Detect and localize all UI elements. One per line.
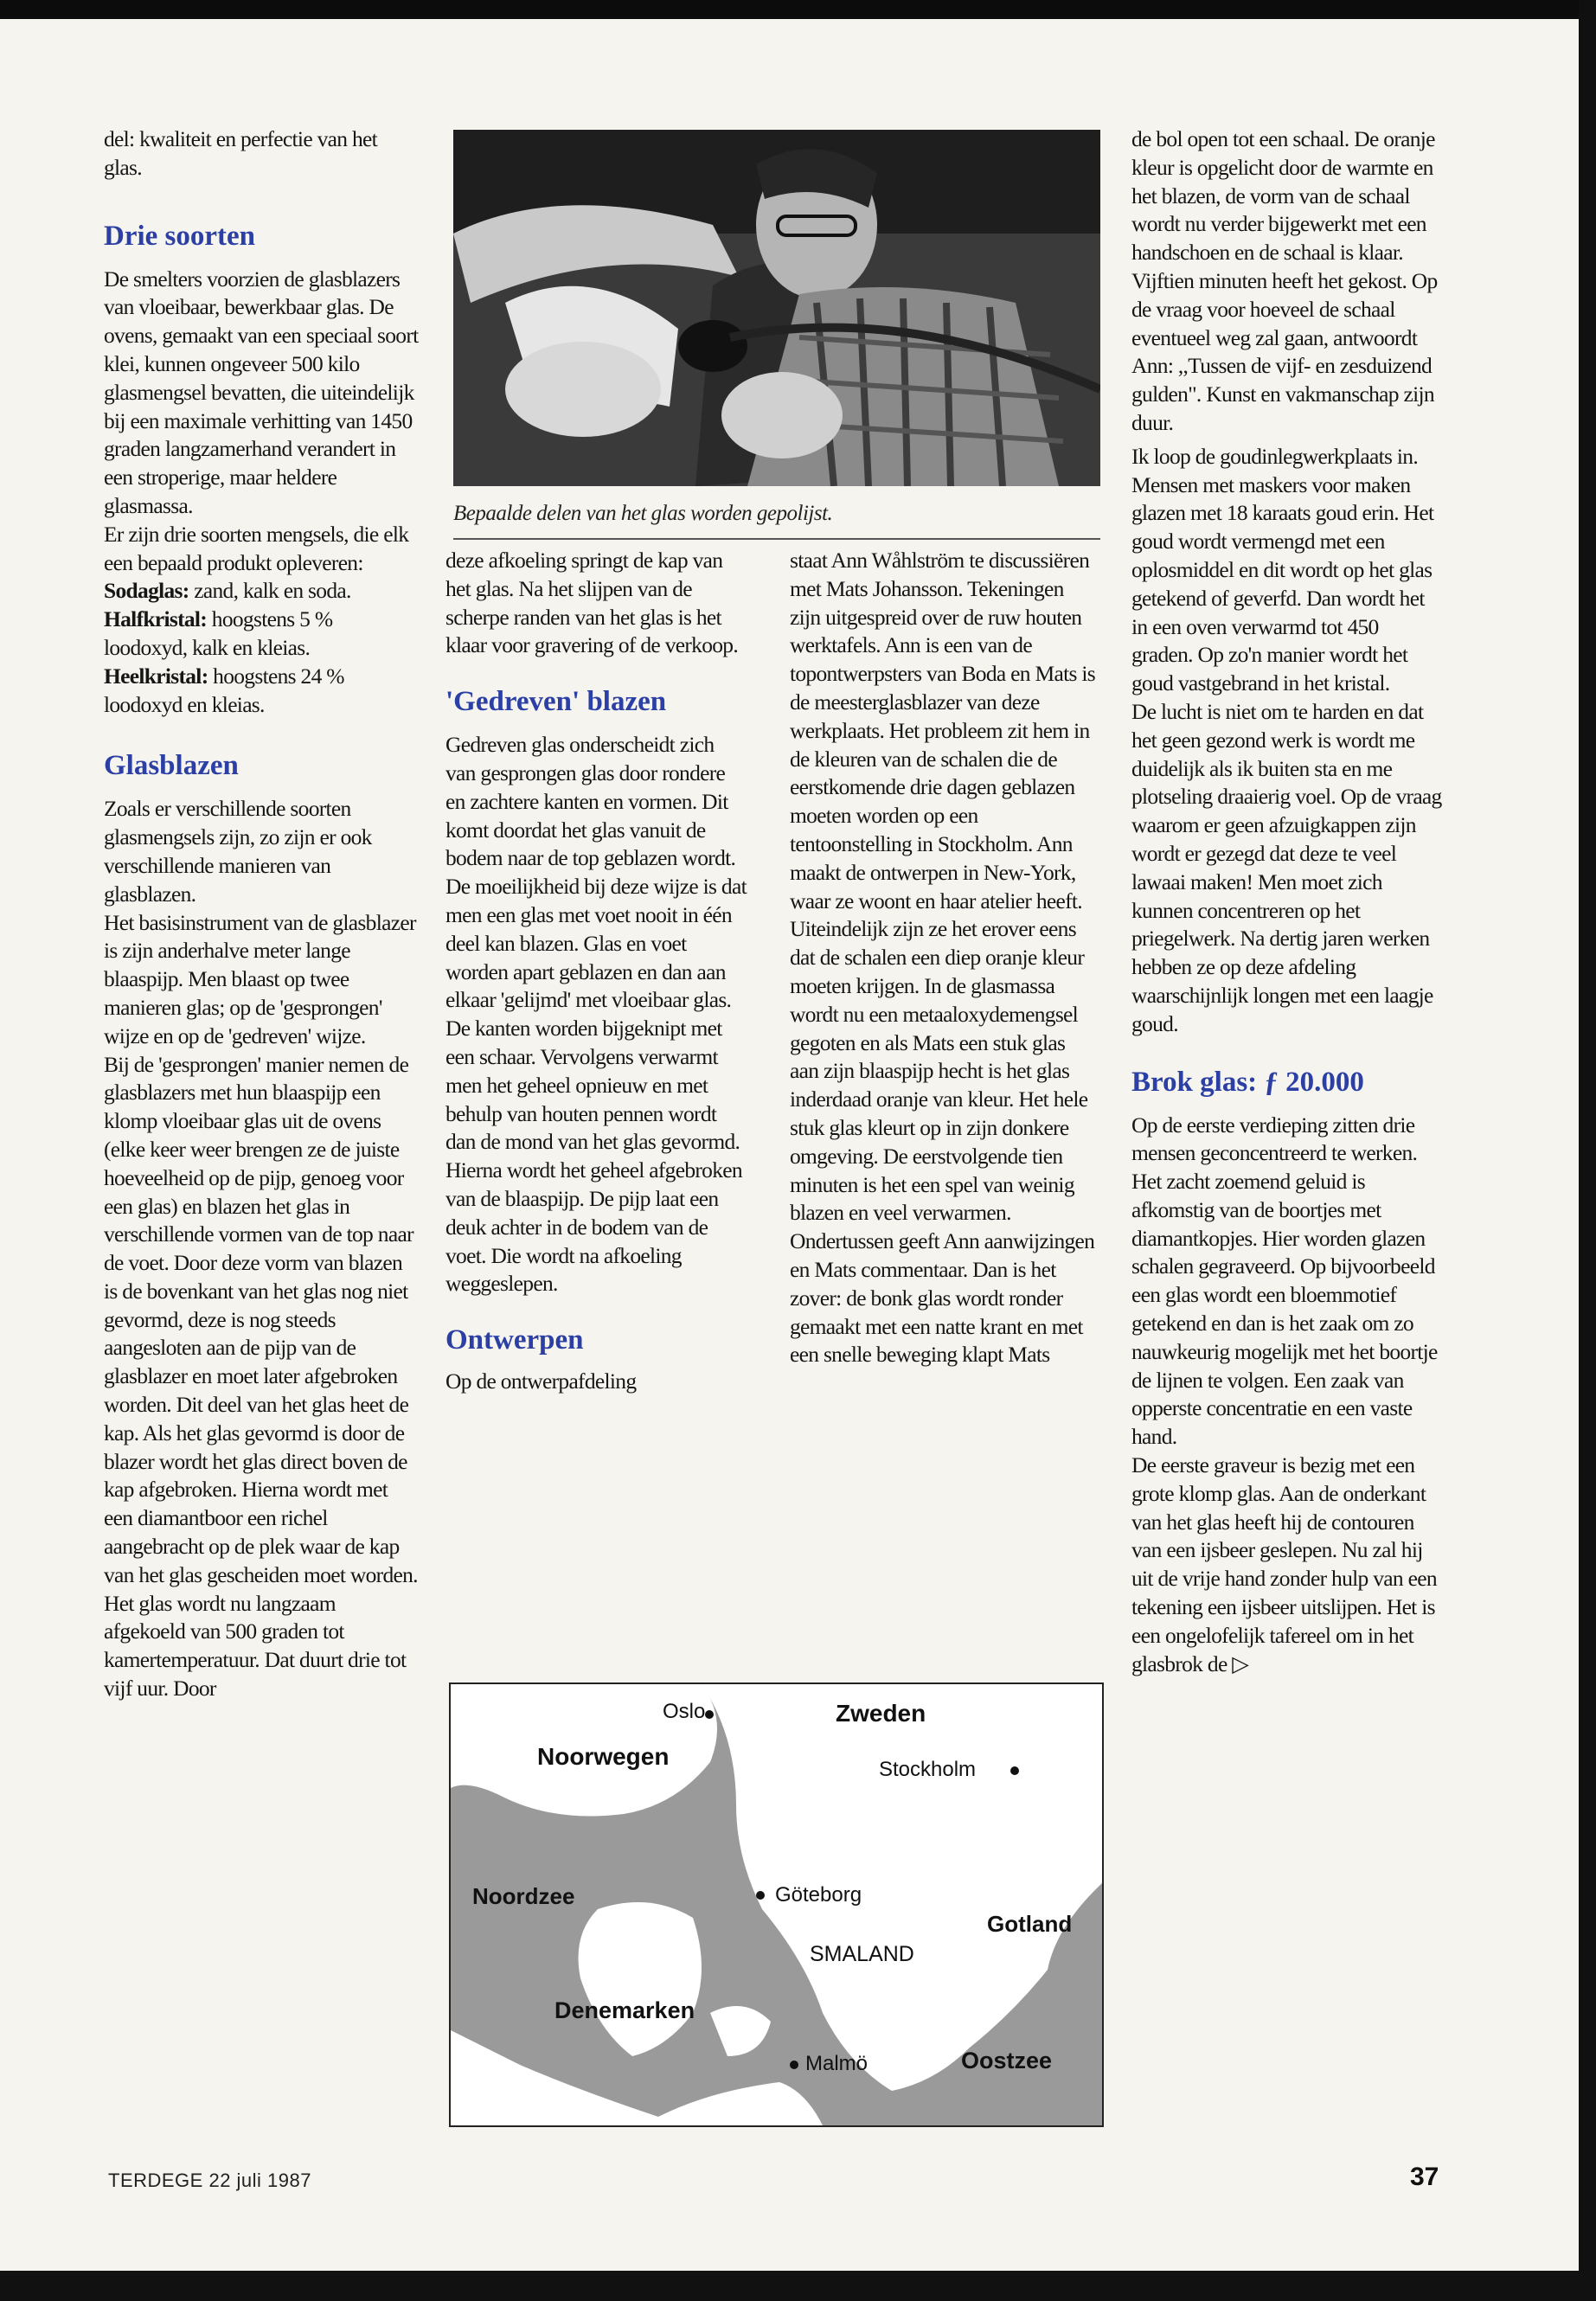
label-stockholm: Stockholm <box>879 1758 977 1781</box>
scan-bottom-edge <box>0 2271 1596 2301</box>
heelkristal-line <box>104 663 420 720</box>
scan-right-edge <box>1579 0 1596 2271</box>
label-denemarken: Denemarken <box>554 1997 695 2023</box>
halfkristal-label: Halfkristal: <box>104 606 208 632</box>
paragraph: Gedreven glas onderscheidt zich van gesprongen glas door rondere en zachtere kanten en vormen. Dit komt doordat het glas vanuit de bodem naar de top geblazen wordt. De moeilijkheid bij deze wijze is dat men een glas met voet nooit in één deel kan blazen. Glas en voet worden apart geblazen en dan aan elkaar 'gelijmd' met vloeibaar glas. De kanten worden bijgeknipt met een schaar. Vervolgens verwarmt men het geheel opnieuw en met behulp van houten pennen wordt dan de mond van het glas gevormd. Hierna wordt het geheel afgebroken van de blaaspijp. De pijp laat een deuk achter in de bodem van de voet. Die wordt na afkoeling weggeslepen. <box>445 732 747 1297</box>
sodaglas-label: Sodaglas: <box>104 578 189 604</box>
paragraph: Op de ontwerpafdeling <box>445 1368 637 1394</box>
paragraph: Zoals er verschillende soorten glasmengsels zijn, zo zijn er ook verschillende manieren van glasblazen. <box>104 796 372 907</box>
paragraph: De eerste graveur is bezig met een grote klomp glas. Aan de onderkant van het glas heeft hij de contouren van een ijsbeer geslepen. Nu zal hij uit de vrije hand zonder hulp van een tekening een ijsbeer uitslijpen. Het is een ongelofelijk tafereel om in het glasbrok de ▷ <box>1131 1452 1437 1676</box>
paragraph: Bij de 'gesprongen' manier nemen de glasblazers met hun blaaspijp een klomp vloeibaar glas uit de ovens (elke keer weer brengen ze de juiste hoeveelheid op de pijp, genoeg voor een glas) en blazen het glas in verschillende vormen van de top naar de voet. Door deze vorm van blazen is de bovenkant van het glas nog niet gevormd, deze is nog steeds aangesloten aan de pijp van de glasblazer en moet later afgebroken worden. Dit deel van het glas heet de kap. Als het glas gevormd is door de blazer wordt het glas direct boven de kap afgebroken. Hierna wordt met een diamantboor een richel aangebracht op de plek waar de kap van het glas gescheiden moet worden. Het glas wordt nu langzaam afgekoeld van 500 graden tot kamertemperatuur. Dat duurt drie tot vijf uur. Door <box>104 1051 418 1702</box>
heading-drie-soorten: Drie soorten <box>104 220 256 252</box>
publication-footer: TERDEGE 22 juli 1987 <box>108 2170 311 2191</box>
label-oostzee: Oostzee <box>961 2048 1053 2073</box>
sodaglas-line <box>104 577 420 606</box>
label-oslo: Oslo <box>663 1700 706 1723</box>
heading-ontwerpen: Ontwerpen <box>445 1324 584 1356</box>
label-noordzee: Noordzee <box>472 1883 575 1909</box>
scandinavia-map <box>449 1682 1104 2127</box>
heelkristal-label: Heelkristal: <box>104 663 208 689</box>
label-goteborg: Göteborg <box>775 1883 862 1907</box>
column-1 <box>104 125 420 1703</box>
label-malmo: Malmö <box>805 2052 869 2075</box>
heelkristal-text: hoogstens 24 % loodoxyd en kleias. <box>104 663 344 717</box>
column-3 <box>790 547 1099 1369</box>
paragraph: Op de eerste verdieping zitten drie mensen geconcentreerd te werken. Het zacht zoemend geluid is afkomstig van de boortjes met diamantkopjes. Hier worden glazen schalen gegraveerd. Op bijvoorbeeld een glas wordt een bloemmotief getekend en dan is het zaak om zo nauwkeurig mogelijk met het boortje de lijnen te volgen. Een zaak van opperste concentratie en een vaste hand. <box>1131 1112 1438 1450</box>
paragraph: De smelters voorzien de glasblazers van vloeibaar, bewerkbaar glas. De ovens, gemaakt van een speciaal soort klei, kunnen ongeveer 500 kilo glasmengsel bevatten, die uiteindelijk bij een maximale verhitting van 1450 graden langzamerhand verandert in een stroperige, maar heldere glasmassa. <box>104 266 419 518</box>
intro-text: del: kwaliteit en perfectie van het glas. <box>104 126 378 180</box>
paragraph: deze afkoeling springt de kap van het glas. Na het slijpen van de scherpe randen van het glas is het klaar voor gravering of de verkoop. <box>445 548 739 658</box>
column-4 <box>1131 125 1443 1678</box>
paragraph: De lucht is niet om te harden en dat het geen gezond werk is wordt me duidelijk als ik buiten sta en me plotseling draaierig voel. Op de vraag waarom er geen afzuigkappen zijn wordt er gezegd dat deze te veel lawaai maken! Men moet zich kunnen concentreren op het priegelwerk. Na dertig jaren werken hebben ze op deze afdeling waarschijnlijk longen met een laagje goud. <box>1131 698 1442 1036</box>
label-noorwegen: Noorwegen <box>537 1743 670 1770</box>
paragraph: Het basisinstrument van de glasblazer is zijn anderhalve meter lange blaaspijp. Men blaast op twee manieren glas; op de 'gesprongen' wijze en op de 'gedreven' wijze. <box>104 909 416 1048</box>
column-2 <box>445 547 748 1396</box>
caption-divider <box>453 538 1100 540</box>
label-zweden: Zweden <box>836 1700 926 1727</box>
label-smaland: SMALAND <box>810 1942 914 1966</box>
heading-brok-glas: Brok glas: ƒ 20.000 <box>1131 1066 1364 1098</box>
heading-glasblazen: Glasblazen <box>104 750 239 782</box>
photo-illustration <box>453 130 1100 486</box>
scan-top-edge <box>0 0 1579 19</box>
paragraph: Uiteindelijk zijn ze het erover eens dat de schalen een diep oranje kleur moeten krijgen. In de glasmassa wordt nu een metaaloxydemengsel gegoten en als Mats een stuk glas aan zijn blaaspijp hecht is het glas inderdaad oranje van kleur. Het hele stuk glas kleurt op in zijn donkere omgeving. De eerstvolgende tien minuten is het een spel van weinig blazen en veel verwarmen. Ondertussen geeft Ann aanwijzingen en Mats commentaar. Dan is het zover: de bonk glas wordt ronder gemaakt met een natte krant en met een snelle beweging klapt Mats <box>790 916 1095 1368</box>
label-gotland: Gotland <box>987 1911 1073 1937</box>
paragraph: de bol open tot een schaal. De oranje kleur is opgelicht door de warmte en het blazen, de vorm van de schaal wordt nu verder bijgewerkt met een handschoen en de schaal is klaar. <box>1131 126 1435 266</box>
photo-caption: Bepaalde delen van het glas worden gepolijst. <box>453 502 833 525</box>
halfkristal-text: hoogstens 5 % loodoxyd, kalk en kleias. <box>104 606 333 660</box>
heading-gedreven-blazen: 'Gedreven' blazen <box>445 686 667 718</box>
halfkristal-line <box>104 606 420 663</box>
paragraph: staat Ann Wåhlström te discussiëren met Mats Johansson. Tekeningen zijn uitgespreid over de ruw houten werktafels. Ann is een van de topontwerpsters van Boda en Mats is de meesterglasblazer van deze werkplaats. Het probleem zit hem in de kleuren van de schalen die de eerstkomende drie dagen geblazen moeten worden op een tentoonstelling in Stockholm. Ann maakt de ontwerpen in New-York, waar ze woont en haar atelier heeft. <box>790 548 1095 913</box>
page-number: 37 <box>1410 2163 1439 2191</box>
glassworker-photo <box>453 130 1100 486</box>
paragraph: Ik loop de goudinlegwerkplaats in. Mensen met maskers voor maken glazen met 18 karaats goud erin. Het goud wordt vermengd met een oplosmiddel en dit wordt op het glas getekend of geverfd. Dan wordt het in een oven verwarmd tot 450 graden. Op zo'n manier wordt het goud vastgebrand in het kristal. <box>1131 443 1434 696</box>
sodaglas-text: zand, kalk en soda. <box>189 578 351 604</box>
paragraph: Er zijn drie soorten mengsels, die elk een bepaald produkt opleveren: <box>104 521 409 575</box>
paragraph: Vijftien minuten heeft het gekost. Op de vraag voor hoeveel de schaal eventueel weg zal gaan, antwoordt Ann: ,,Tussen de vijf- en zesduizend gulden". Kunst en vakmanschap zijn duur. <box>1131 267 1438 435</box>
